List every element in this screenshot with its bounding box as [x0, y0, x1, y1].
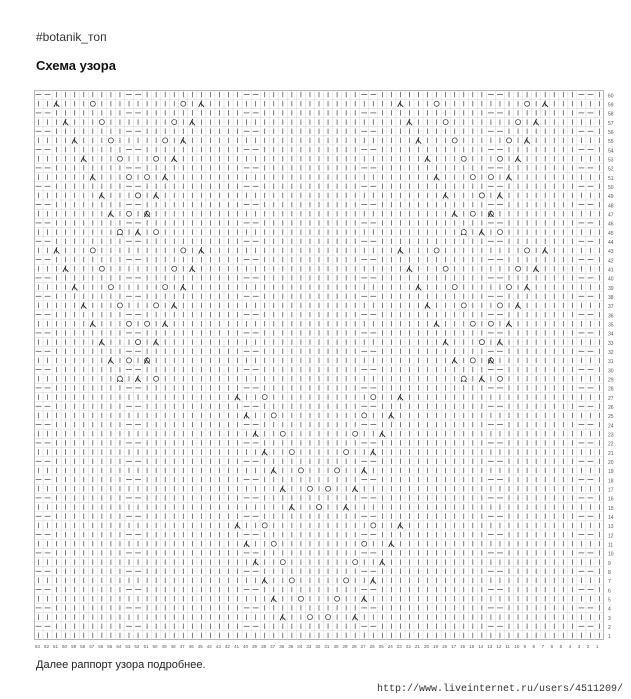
row-number-label: 52: [608, 166, 614, 173]
yarn-over-symbol: [371, 395, 376, 400]
yarn-over-symbol: [497, 156, 502, 161]
row-number-label: 10: [608, 551, 614, 558]
row-number-label: 2: [608, 625, 611, 631]
yarn-over-symbol: [280, 560, 285, 565]
yarn-over-symbol: [126, 175, 131, 180]
row-number-label: 29: [608, 377, 614, 384]
page-title: Схема узора: [36, 58, 116, 73]
row-number-label: 13: [608, 524, 614, 531]
row-number-label: 39: [608, 285, 614, 292]
yarn-over-symbol: [326, 486, 331, 491]
yarn-over-symbol: [262, 395, 267, 400]
column-number-label: 37: [270, 644, 276, 649]
column-number-label: 20: [423, 644, 429, 649]
yarn-over-symbol: [506, 138, 511, 143]
column-number-label: 12: [496, 644, 502, 649]
yarn-over-symbol: [335, 596, 340, 601]
yarn-over-symbol: [181, 248, 186, 253]
yarn-over-symbol: [154, 156, 159, 161]
yarn-over-symbol: [117, 376, 122, 381]
row-number-label: 60: [608, 93, 614, 100]
row-number-label: 47: [608, 212, 614, 219]
yarn-over-symbol: [271, 541, 276, 546]
row-number-label: 35: [608, 322, 614, 329]
column-number-label: 26: [369, 644, 375, 649]
row-number-label: 28: [608, 386, 614, 393]
grid-lines: [34, 90, 604, 640]
column-number-label: 16: [460, 644, 466, 649]
yarn-over-symbol: [108, 285, 113, 290]
row-number-label: 9: [608, 560, 611, 567]
column-number-label: 6: [550, 644, 554, 649]
yarn-over-symbol: [470, 211, 475, 216]
row-number-label: 11: [608, 542, 614, 549]
column-number-label: 18: [442, 644, 448, 649]
yarn-over-symbol: [353, 560, 358, 565]
yarn-over-symbol: [145, 321, 150, 326]
knitting-chart: [34, 90, 604, 646]
column-number-label: 21: [414, 644, 420, 649]
yarn-over-symbol: [470, 358, 475, 363]
yarn-over-symbol: [307, 486, 312, 491]
column-number-label: 31: [324, 644, 330, 649]
yarn-over-symbol: [470, 321, 475, 326]
column-number-label: 42: [224, 644, 230, 649]
yarn-over-symbol: [289, 578, 294, 583]
yarn-over-symbol: [497, 230, 502, 235]
yarn-over-symbol: [461, 303, 466, 308]
row-number-label: 33: [608, 340, 614, 347]
column-number-label: 49: [161, 644, 167, 649]
yarn-over-symbol: [136, 340, 141, 345]
row-number-label: 3: [608, 615, 611, 622]
column-number-label: 59: [71, 644, 77, 649]
row-number-label: 43: [608, 249, 614, 256]
column-number-label: 5: [559, 644, 563, 649]
row-number-label: 26: [608, 405, 614, 411]
yarn-over-symbol: [525, 248, 530, 253]
yarn-over-symbol: [488, 175, 493, 180]
row-number-label: 54: [608, 148, 614, 155]
yarn-over-symbol: [525, 101, 530, 106]
yarn-over-symbol: [172, 120, 177, 125]
row-number-label: 31: [608, 359, 614, 366]
column-number-label: 41: [233, 644, 239, 649]
column-number-label: 52: [134, 644, 140, 649]
column-number-label: 43: [215, 644, 221, 649]
yarn-over-symbol: [307, 615, 312, 620]
yarn-over-symbol: [154, 230, 159, 235]
column-number-label: 15: [469, 644, 475, 649]
yarn-over-symbol: [126, 358, 131, 363]
yarn-over-symbol: [280, 431, 285, 436]
yarn-over-symbol: [344, 450, 349, 455]
row-number-label: 53: [608, 157, 614, 164]
row-number-label: 58: [608, 111, 614, 118]
row-number-label: 23: [608, 432, 614, 439]
column-number-label: 28: [351, 644, 357, 649]
row-number-label: 8: [608, 570, 611, 576]
row-number-label: 22: [608, 441, 614, 448]
row-number-label: 46: [608, 221, 614, 228]
yarn-over-symbol: [362, 541, 367, 546]
row-number-label: 49: [608, 194, 614, 201]
yarn-over-symbol: [163, 285, 168, 290]
column-number-label: 10: [514, 644, 520, 649]
row-number-label: 7: [608, 579, 611, 586]
row-number-label: 5: [608, 597, 611, 604]
column-number-row: [34, 640, 604, 650]
column-number-label: 34: [297, 644, 303, 649]
row-number-label: 16: [608, 496, 614, 503]
yarn-over-symbol: [145, 175, 150, 180]
yarn-over-symbol: [117, 303, 122, 308]
row-number-label: 1: [608, 634, 611, 640]
yarn-over-symbol: [163, 138, 168, 143]
yarn-over-symbol: [136, 193, 141, 198]
row-number-label: 36: [608, 313, 614, 320]
yarn-over-symbol: [443, 120, 448, 125]
row-number-label: 20: [608, 460, 614, 466]
row-number-label: 14: [608, 515, 614, 521]
column-number-label: 44: [206, 644, 212, 649]
yarn-over-symbol: [126, 211, 131, 216]
column-number-label: 55: [107, 644, 113, 649]
yarn-over-symbol: [181, 101, 186, 106]
yarn-over-symbol: [506, 285, 511, 290]
column-number-label: 24: [387, 644, 393, 649]
row-number-label: 42: [608, 258, 614, 265]
column-number-label: 38: [261, 644, 267, 649]
yarn-over-symbol: [271, 413, 276, 418]
row-number-label: 51: [608, 175, 614, 182]
row-number-label: 19: [608, 469, 614, 476]
row-number-column: [606, 90, 628, 640]
yarn-over-symbol: [316, 505, 321, 510]
yarn-over-symbol: [99, 266, 104, 271]
column-number-label: 40: [243, 644, 249, 649]
yarn-over-symbol: [353, 431, 358, 436]
yarn-over-symbol: [154, 376, 159, 381]
column-number-label: 25: [378, 644, 384, 649]
row-number-label: 56: [608, 130, 614, 136]
column-number-label: 4: [568, 644, 572, 649]
yarn-over-symbol: [497, 376, 502, 381]
yarn-over-symbol: [434, 101, 439, 106]
column-number-label: 56: [98, 644, 104, 649]
row-number-label: 50: [608, 185, 614, 191]
row-number-label: 32: [608, 350, 614, 356]
column-number-label: 54: [116, 644, 122, 649]
row-number-label: 41: [608, 267, 614, 274]
yarn-over-symbol: [90, 248, 95, 253]
row-number-label: 37: [608, 304, 614, 311]
column-number-label: 33: [306, 644, 312, 649]
column-number-label: 60: [62, 644, 68, 649]
column-number-label: 1: [595, 644, 599, 649]
column-number-label: 48: [170, 644, 176, 649]
column-number-label: 23: [396, 644, 402, 649]
column-number-label: 2: [586, 644, 590, 649]
row-number-label: 38: [608, 295, 614, 301]
column-number-label: 45: [197, 644, 203, 649]
row-number-label: 55: [608, 139, 614, 146]
column-number-label: 50: [152, 644, 158, 649]
yarn-over-symbol: [99, 120, 104, 125]
column-number-label: 35: [288, 644, 294, 649]
yarn-over-symbol: [516, 120, 521, 125]
column-number-label: 62: [43, 644, 49, 649]
yarn-over-symbol: [461, 230, 466, 235]
column-number-label: 27: [360, 644, 366, 649]
row-number-label: 25: [608, 414, 614, 421]
yarn-over-symbol: [362, 413, 367, 418]
column-number-label: 53: [125, 644, 131, 649]
column-number-label: 17: [451, 644, 457, 649]
row-number-label: 18: [608, 478, 614, 485]
column-number-label: 14: [478, 644, 484, 649]
yarn-over-symbol: [172, 266, 177, 271]
yarn-over-symbol: [488, 321, 493, 326]
knitting-chart-grid: [34, 90, 604, 640]
yarn-over-symbol: [298, 596, 303, 601]
yarn-over-symbol: [479, 193, 484, 198]
row-number-label: 27: [608, 395, 614, 402]
row-number-label: 24: [608, 423, 614, 430]
column-number-label: 19: [433, 644, 439, 649]
yarn-over-symbol: [117, 230, 122, 235]
column-number-label: 11: [505, 644, 511, 649]
yarn-over-symbol: [479, 340, 484, 345]
yarn-over-symbol: [289, 450, 294, 455]
column-number-label: 29: [342, 644, 348, 649]
row-number-label: 4: [608, 606, 611, 613]
row-number-label: 44: [608, 240, 614, 246]
yarn-over-symbol: [298, 468, 303, 473]
source-watermark: http://www.liveinternet.ru/users/4511209/: [376, 684, 623, 695]
column-number-label: 57: [89, 644, 95, 649]
column-number-label: 39: [252, 644, 258, 649]
yarn-over-symbol: [461, 156, 466, 161]
column-number-label: 61: [53, 644, 59, 649]
yarn-over-symbol: [461, 376, 466, 381]
row-number-label: 48: [608, 203, 614, 210]
row-number-label: 59: [608, 102, 614, 109]
column-number-label: 22: [405, 644, 411, 649]
hashtag-label: #botanik_топ: [36, 30, 107, 44]
row-number-label: 12: [608, 533, 614, 540]
yarn-over-symbol: [344, 578, 349, 583]
column-number-label: 46: [188, 644, 194, 649]
yarn-over-symbol: [90, 101, 95, 106]
column-number-label: 30: [333, 644, 339, 649]
row-number-label: 17: [608, 487, 614, 494]
column-number-label: 7: [541, 644, 545, 649]
column-number-label: 13: [487, 644, 493, 649]
column-number-label: 51: [143, 644, 149, 649]
row-number-label: 57: [608, 120, 614, 127]
yarn-over-symbol: [117, 156, 122, 161]
row-number-label: 30: [608, 368, 614, 375]
column-number-label: 9: [523, 644, 526, 649]
yarn-over-symbol: [443, 266, 448, 271]
column-number-label: 3: [577, 644, 581, 649]
yarn-over-symbol: [126, 321, 131, 326]
column-number-label: 8: [532, 644, 536, 649]
column-number-label: 63: [34, 644, 40, 649]
yarn-over-symbol: [154, 303, 159, 308]
yarn-over-symbol: [434, 248, 439, 253]
yarn-over-symbol: [470, 175, 475, 180]
row-number-label: 15: [608, 505, 614, 512]
yarn-over-symbol: [335, 468, 340, 473]
column-number-label: 58: [80, 644, 86, 649]
yarn-over-symbol: [371, 523, 376, 528]
yarn-over-symbol: [452, 285, 457, 290]
column-number-label: 47: [179, 644, 185, 649]
yarn-over-symbol: [452, 138, 457, 143]
yarn-over-symbol: [326, 615, 331, 620]
column-number-label: 36: [279, 644, 285, 649]
column-number-label: 32: [315, 644, 321, 649]
yarn-over-symbol: [516, 266, 521, 271]
row-number-label: 21: [608, 450, 614, 457]
yarn-over-symbol: [497, 303, 502, 308]
footer-note: Далее раппорт узора подробнее.: [36, 659, 206, 671]
row-number-label: 6: [608, 588, 611, 595]
row-number-label: 40: [608, 276, 614, 283]
yarn-over-symbol: [108, 138, 113, 143]
yarn-over-symbol: [262, 523, 267, 528]
row-number-label: 34: [608, 331, 614, 338]
row-number-label: 45: [608, 230, 614, 237]
